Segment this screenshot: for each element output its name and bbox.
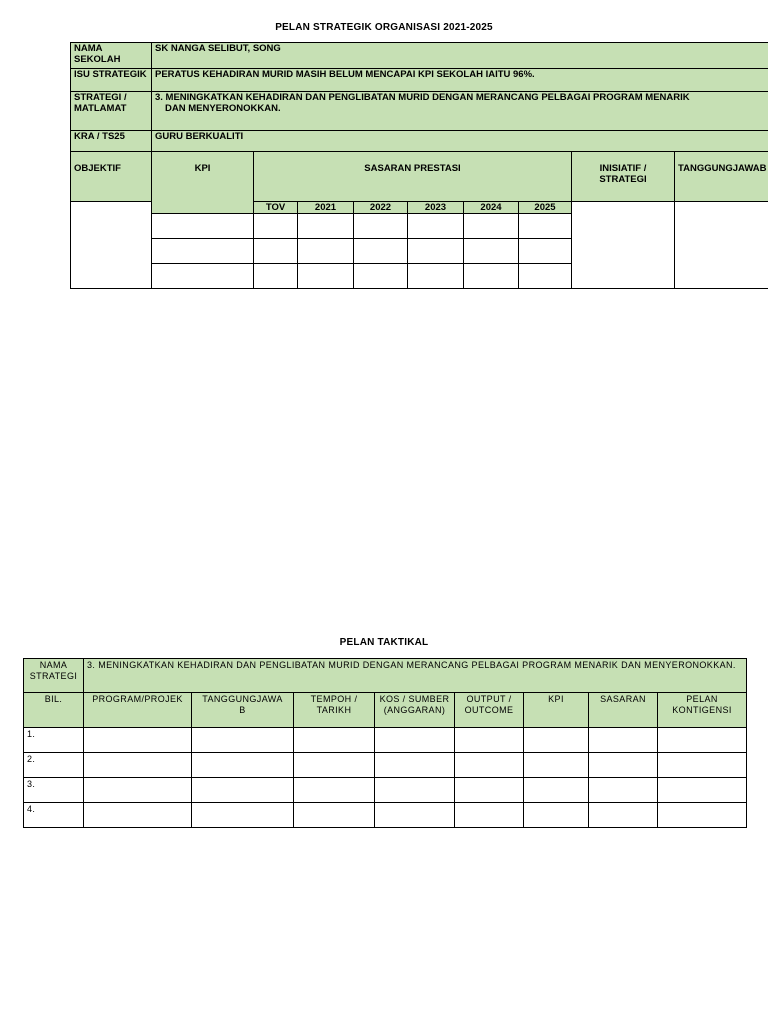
table-row	[24, 803, 747, 828]
row-bil: 1.	[24, 728, 84, 753]
col-tanggungjawab: TANGGUNGJAWAB	[675, 152, 768, 202]
objektif-cell	[71, 202, 152, 289]
strategi-matlamat-value	[152, 92, 768, 131]
header-pelan-kontigensi: PELAN KONTIGENSI	[658, 693, 747, 728]
header-kos-sumber: KOS / SUMBER (ANGGARAN)	[375, 693, 455, 728]
table-row	[24, 728, 747, 753]
nama-strategi-label: NAMA STRATEGI	[24, 659, 84, 693]
header-output-outcome: OUTPUT / OUTCOME	[455, 693, 524, 728]
table-row	[24, 778, 747, 803]
year-2024: 2024	[464, 202, 519, 214]
nama-sekolah-value: SK NANGA SELIBUT, SONG	[152, 43, 768, 69]
header-program-projek: PROGRAM/PROJEK	[84, 693, 192, 728]
col-inisiatif-strategi: INISIATIF / STRATEGI	[572, 152, 675, 202]
header-tanggungjawab: TANGGUNGJAWA B	[192, 693, 294, 728]
strategi-line-2: DAN MENYERONOKKAN.	[165, 103, 281, 114]
kra-value: GURU BERKUALITI	[152, 131, 768, 152]
isu-strategik-value: PERATUS KEHADIRAN MURID MASIH BELUM MENCAPAI KPI SEKOLAH IAITU 96%.	[152, 69, 768, 92]
year-2023: 2023	[408, 202, 464, 214]
col-sasaran-prestasi: SASARAN PRESTASI	[254, 152, 572, 202]
header-kpi: KPI	[524, 693, 589, 728]
col-kpi: KPI	[152, 152, 254, 214]
year-2022: 2022	[354, 202, 408, 214]
inisiatif-cell	[572, 202, 675, 289]
strategic-plan-title: PELAN STRATEGIK ORGANISASI 2021-2025	[275, 22, 493, 33]
table-row	[24, 753, 747, 778]
tanggungjawab-cell	[675, 202, 768, 289]
kra-label: KRA / TS25	[71, 131, 152, 152]
nama-strategi-value: 3. MENINGKATKAN KEHADIRAN DAN PENGLIBATAN MURID DENGAN MERANCANG PELBAGAI PROGRAM MENARIK DAN MENYERONOKKAN.	[84, 659, 747, 693]
strategi-line-1: 3. MENINGKATKAN KEHADIRAN DAN PENGLIBATAN MURID DENGAN MERANCANG PELBAGAI PROGRAM MENARIK	[155, 92, 690, 103]
nama-sekolah-label: NAMA SEKOLAH	[71, 43, 152, 69]
year-2025: 2025	[519, 202, 572, 214]
year-tov: TOV	[254, 202, 298, 214]
strategic-plan-table	[70, 42, 768, 289]
tactical-plan-title: PELAN TAKTIKAL	[339, 637, 429, 648]
header-sasaran: SASARAN	[589, 693, 658, 728]
strategi-matlamat-label: STRATEGI / MATLAMAT	[71, 92, 152, 131]
row-bil: 2.	[24, 753, 84, 778]
row-bil: 3.	[24, 778, 84, 803]
year-2021: 2021	[298, 202, 354, 214]
isu-strategik-label: ISU STRATEGIK	[71, 69, 152, 92]
col-objektif: OBJEKTIF	[71, 152, 152, 202]
row-bil: 4.	[24, 803, 84, 828]
header-tempoh-tarikh: TEMPOH / TARIKH	[294, 693, 375, 728]
tactical-plan-table	[23, 658, 747, 828]
header-bil: BIL.	[24, 693, 84, 728]
